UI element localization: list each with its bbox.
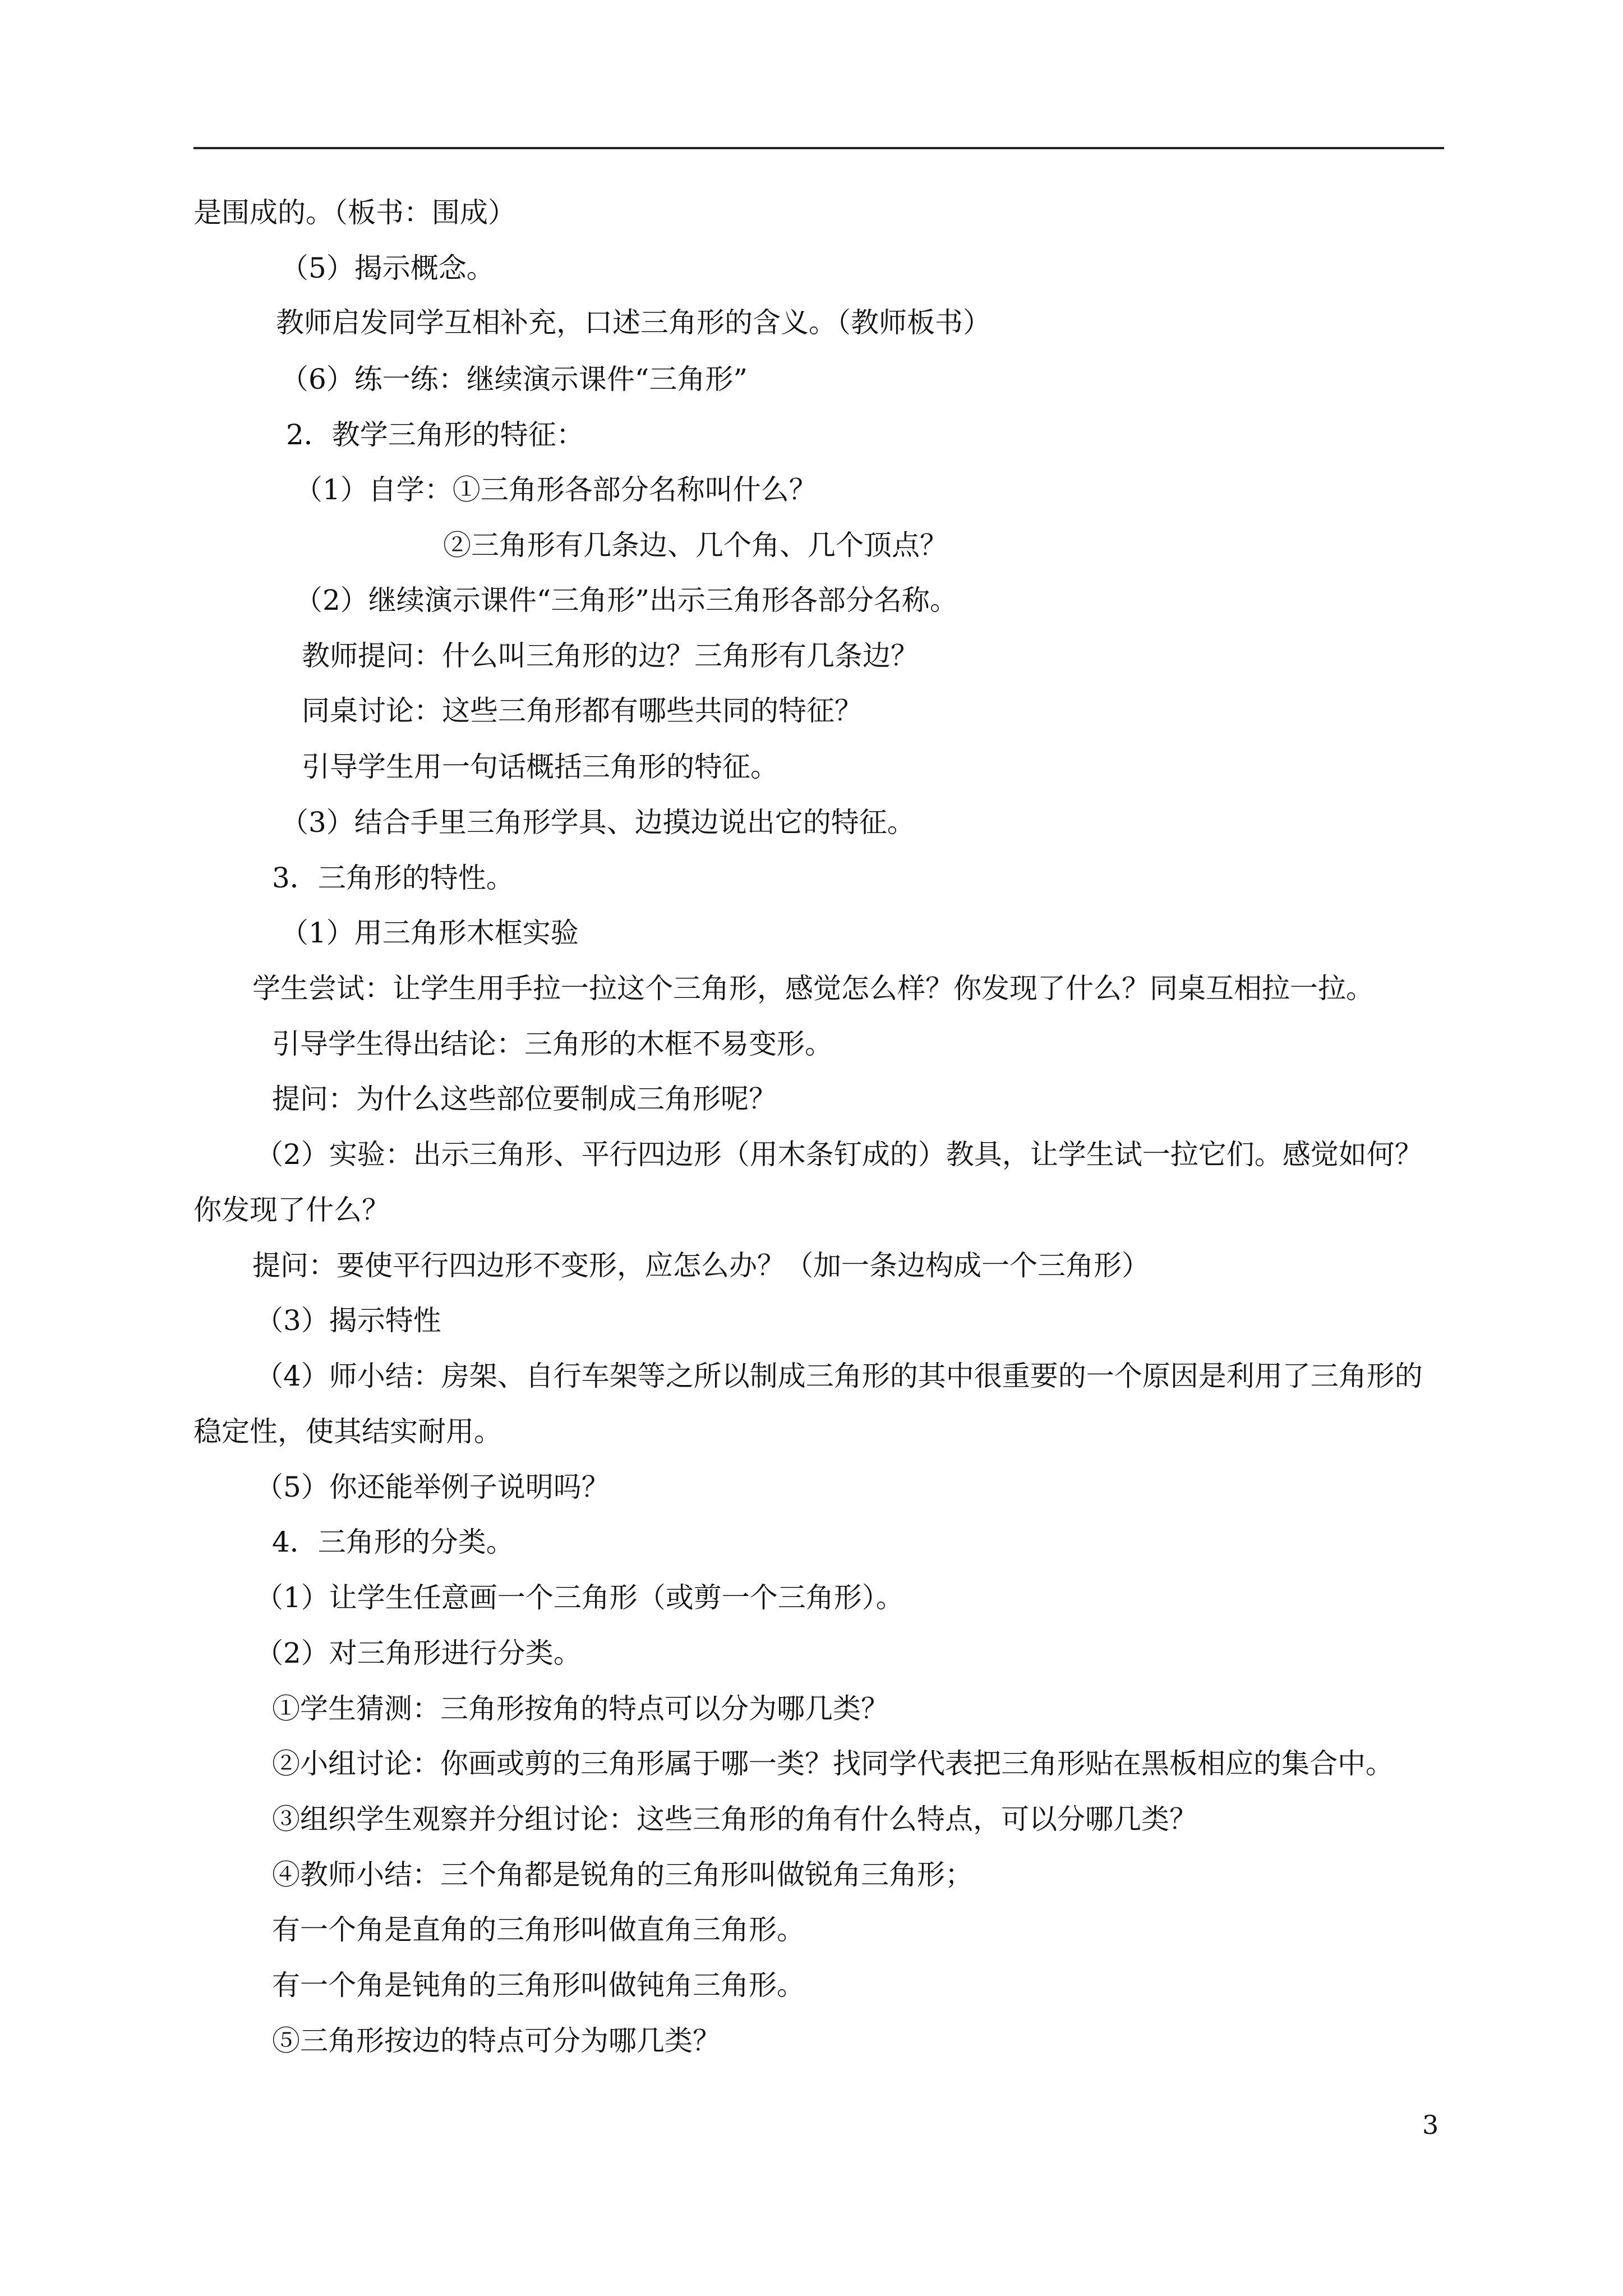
text-line: （3）结合手里三角形学具、边摸边说出它的特征。 bbox=[280, 806, 915, 839]
text-line: 教师启发同学互相补充，口述三角形的含义。（教师板书） bbox=[276, 306, 991, 339]
text-line: 教师提问：什么叫三角形的边？三角形有几条边？ bbox=[302, 639, 919, 672]
text-line: （6）练一练：继续演示课件“三角形” bbox=[280, 363, 748, 395]
text-line: （5）你还能举例子说明吗？ bbox=[255, 1471, 610, 1503]
header-rule bbox=[193, 147, 1444, 149]
text-line: 提问：要使平行四边形不变形，应怎么办？（加一条边构成一个三角形） bbox=[252, 1249, 1150, 1282]
text-line: （2）继续演示课件“三角形”出示三角形各部分名称。 bbox=[294, 584, 958, 616]
text-line: ③组织学生观察并分组讨论：这些三角形的角有什么特点，可以分哪几类？ bbox=[272, 1803, 1197, 1835]
text-line: （3）揭示特性 bbox=[255, 1304, 441, 1337]
text-line: 3．三角形的特性。 bbox=[272, 862, 514, 894]
text-line: 你发现了什么？ bbox=[193, 1194, 390, 1226]
text-line: 引导学生用一句话概括三角形的特征。 bbox=[302, 751, 778, 783]
text-line: ②小组讨论：你画或剪的三角形属于哪一类？找同学代表把三角形贴在黑板相应的集合中。 bbox=[272, 1747, 1394, 1780]
text-line: （2）实验：出示三角形、平行四边形（用木条钉成的）教具，让学生试一拉它们。感觉如何？ bbox=[255, 1138, 1423, 1171]
text-line: ④教师小结：三个角都是锐角的三角形叫做锐角三角形； bbox=[272, 1858, 973, 1891]
text-line: （4）师小结：房架、自行车架等之所以制成三角形的其中很重要的一个原因是利用了三角形的 bbox=[255, 1360, 1423, 1392]
text-line: （2）对三角形进行分类。 bbox=[255, 1637, 582, 1669]
text-line: ⑤三角形按边的特点可分为哪几类？ bbox=[272, 2024, 721, 2057]
text-line: 有一个角是直角的三角形叫做直角三角形。 bbox=[272, 1913, 805, 1946]
page-number: 3 bbox=[1422, 2110, 1439, 2140]
text-line: 有一个角是钝角的三角形叫做钝角三角形。 bbox=[272, 1969, 805, 2001]
text-line: （1）用三角形木框实验 bbox=[280, 917, 579, 949]
text-line: 稳定性，使其结实耐用。 bbox=[193, 1415, 502, 1448]
text-line: （1）自学：①三角形各部分名称叫什么？ bbox=[294, 473, 817, 506]
text-line: 4．三角形的分类。 bbox=[272, 1526, 514, 1558]
text-line: （1）让学生任意画一个三角形（或剪一个三角形）。 bbox=[255, 1581, 904, 1614]
text-line: ②三角形有几条边、几个角、几个顶点？ bbox=[443, 529, 948, 562]
text-line: 2．教学三角形的特征： bbox=[286, 418, 584, 451]
text-line: 是围成的。（板书：围成） bbox=[193, 196, 516, 229]
text-line: 引导学生得出结论：三角形的木框不易变形。 bbox=[272, 1028, 833, 1060]
text-line: 提问：为什么这些部位要制成三角形呢？ bbox=[272, 1083, 777, 1115]
text-line: 同桌讨论：这些三角形都有哪些共同的特征？ bbox=[302, 694, 863, 727]
text-line: ①学生猜测：三角形按角的特点可以分为哪几类？ bbox=[272, 1692, 889, 1725]
text-line: 学生尝试：让学生用手拉一拉这个三角形，感觉怎么样？你发现了什么？同桌互相拉一拉。 bbox=[252, 972, 1374, 1005]
text-line: （5）揭示概念。 bbox=[280, 252, 495, 284]
